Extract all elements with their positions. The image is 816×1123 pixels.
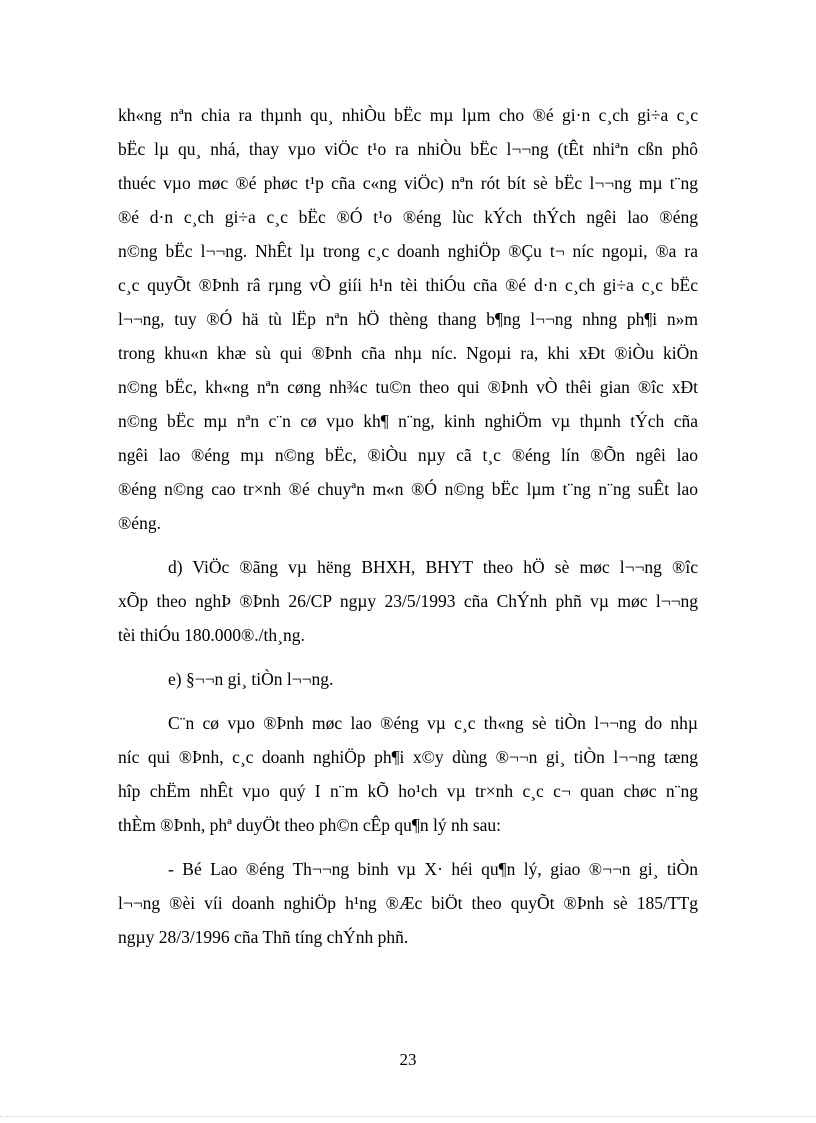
text-line: l¬¬ng, tuy ®Ó hä tù lËp nªn hÖ thèng thang b¶ng l¬¬ng nhng ph¶i n»m	[118, 309, 698, 329]
text-line: ngµy 28/3/1996 cña Thñ tíng chÝnh phñ.	[118, 927, 409, 947]
text-line-indented: C¨n cø vµo ®Þnh møc lao ®éng vµ c¸c th«ng sè tiÒn l¬¬ng do nhµ	[168, 713, 698, 733]
body-text	[118, 98, 698, 954]
text-line: ®éng n©ng cao tr×nh ®é chuyªn m«n ®Ó n©ng bËc lµm t¨ng n¨ng suÊt lao	[118, 479, 698, 499]
text-line: bËc lµ qu¸ nhá, thay vµo viÖc t¹o ra nhiÒu bËc l¬¬ng (tÊt nhiªn cßn phô	[118, 139, 698, 159]
text-line: thuéc vµo møc ®é phøc t¹p cña c«ng viÖc) nªn rót bít sè bËc l¬¬ng mµ t¨ng	[118, 173, 698, 193]
text-line: c¸c quyÕt ®Þnh râ rµng vÒ giíi h¹n tèi thiÓu cña ®é d·n c¸ch gi÷a c¸c bËc	[118, 275, 698, 295]
text-line: kh«ng nªn chia ra thµnh qu¸ nhiÒu bËc mµ lµm cho ®é gi·n c¸ch gi÷a c¸c	[118, 105, 698, 125]
text-line: ®é d·n c¸ch gi÷a c¸c bËc ®Ó t¹o ®éng lùc kÝch thÝch ngêi lao ®éng	[118, 207, 698, 227]
text-line-indented: e) §¬¬n gi¸ tiÒn l¬¬ng.	[168, 669, 334, 689]
text-line: níc qui ®Þnh, c¸c doanh nghiÖp ph¶i x©y dùng ®¬¬n gi¸ tiÒn l¬¬ng tæng	[118, 747, 698, 767]
page-number: 23	[399, 1050, 417, 1069]
page-bottom-divider	[0, 1116, 816, 1117]
text-line: n©ng bËc, kh«ng nªn cøng nh¾c tu©n theo qui ®Þnh vÒ thêi gian ®îc xÐt	[118, 377, 698, 397]
text-line: xÕp theo nghÞ ®Þnh 26/CP ngµy 23/5/1993 cña ChÝnh phñ vµ møc l¬¬ng	[118, 591, 698, 611]
text-line: l¬¬ng ®èi víi doanh nghiÖp h¹ng ®Æc biÖt theo quyÕt ®Þnh sè 185/TTg	[118, 893, 698, 913]
paragraph-ministry	[118, 852, 698, 954]
text-line: ®éng.	[118, 513, 161, 533]
paragraph-wage-steps	[118, 98, 698, 540]
text-line: ngêi lao ®éng mµ n©ng bËc, ®iÒu nµy cã t¸c ®éng lín ®Õn ngêi lao	[118, 445, 698, 465]
paragraph-heading-unit-price	[118, 662, 698, 696]
text-line-indented: d) ViÖc ®ãng vµ hëng BHXH, BHYT theo hÖ sè møc l¬¬ng ®îc	[168, 557, 698, 577]
text-line-indented: - Bé Lao ®éng Th¬¬ng binh vµ X· héi qu¶n lý, giao ®¬¬n gi¸ tiÒn	[168, 859, 698, 879]
paragraph-insurance	[118, 550, 698, 652]
paragraph-unit-price-basis	[118, 706, 698, 842]
text-line: n©ng bËc l¬¬ng. NhÊt lµ trong c¸c doanh nghiÖp ®Çu t¬ níc ngoµi, ®a ra	[118, 241, 698, 261]
text-line: n©ng bËc mµ nªn c¨n cø vµo kh¶ n¨ng, kinh nghiÖm vµ thµnh tÝch cña	[118, 411, 698, 431]
text-line: tèi thiÓu 180.000®./th¸ng.	[118, 625, 305, 645]
text-line: hîp chËm nhÊt vµo quý I n¨m kÕ ho¹ch vµ tr×nh c¸c c¬ quan chøc n¨ng	[118, 781, 698, 801]
text-line: trong khu«n khæ sù qui ®Þnh cña nhµ níc. Ngoµi ra, khi xÐt ®iÒu kiÖn	[118, 343, 698, 363]
text-line: thÈm ®Þnh, phª duyÖt theo ph©n cÊp qu¶n lý nh sau:	[118, 815, 502, 835]
